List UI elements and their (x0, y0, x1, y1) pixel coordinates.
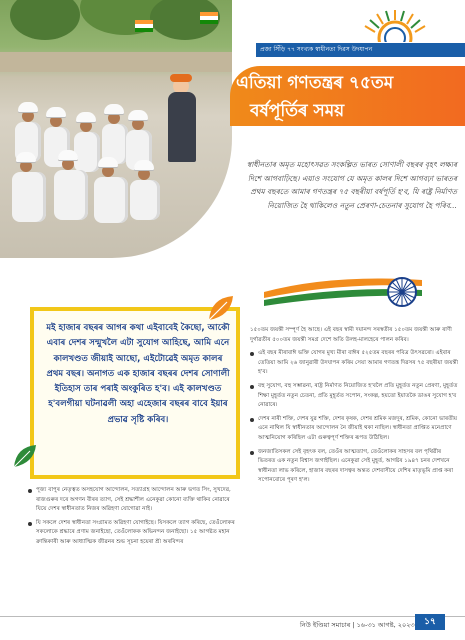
left-column (28, 486, 238, 552)
page-footer (0, 606, 465, 640)
page-title-line2: বৰ্ষপূৰ্তিৰ সময় (250, 101, 345, 121)
bullet-paragraph: দেশৰ নাৰী শক্তি, দেশৰ যুৱ শক্তি, দেশৰ কৃষক, দেশৰ শ্ৰমিক মজদুৰ, শ্ৰমিক, কোনো ভাৰতীয় এনে নাথিল যি স্বাধীনতাৰ আন্দোলন নৈ জীয়াই থকা নাছিল। স্বাধীনতা প্ৰাপ্তিত মনেপ্ৰাণে আত্মনিয়োগ কৰিছিল এটা গুৰুত্বপূৰ্ণ শক্তিৰ ৰূপত উঠিছিল। (250, 415, 460, 444)
page-title-line1: এতিয়া গণতন্ত্ৰৰ ৭৫তম (236, 73, 394, 93)
quote-box (30, 307, 240, 479)
intro-text: স্বাধীনতাৰ অমৃত মহোৎসৱত সংকল্পিত ভাৰত সোণালী বছৰৰ বৃহৎ লক্ষ্যৰ দিশে আগবাঢ়িছে। এয়াও সংযোগ যে অমৃত কালৰ দিশে আগবঢ়া ভাৰতৰ প্ৰথম বছৰতে আমাৰ গণতন্ত্ৰৰ ৭৫ বছৰীয়া বৰ্ষপূৰ্তি হ'ব, যি ৰাষ্ট্ৰ নিৰ্মাণত নিয়োজিত হৈ থাকিলেও নতুন প্ৰেৰণা-চেতনাৰ সুযোগ হৈ পৰিব... (246, 160, 457, 210)
parade-photo (0, 0, 232, 258)
bullet-paragraph: যি সকলে দেশৰ স্বাধীনতা সংগ্ৰামত অৱিহণা যোগাইছে। যিসকলে ত্যাগ কৰিছে, তেওঁলোকৰ সকলোকে শ্ৰদ্ধাৰে প্ৰণাম জনাইছো, তেওঁলোকক অভিনন্দন জনাইছো। ১৫ আগষ্টত মহান ক্ৰান্তিকাৰী আৰু আধ্যাত্মিক জীৱনৰ শুভ সূচনা হয়েৰা শ্ৰী অৰবিন্দৰ (28, 519, 238, 548)
quote-text: মই হাজাৰ বছৰৰ আগৰ কথা এইবাবেই কৈছো, আকৌ এবাৰ দেশৰ সন্মুখলৈ এটা সুযোগ আহিছে, আমি এনে কালখণ্ডত জীয়াই আছো, এইটোৱেই অমৃত কালৰ প্ৰথম বছৰ। অনাগত এক হাজাৰ বছৰৰ দেশৰ সোণালী ইতিহাস তাৰ পৰাই অংকুৰিত হ'ব। এই কালখণ্ডত হ'বলগীয়া ঘটনাৱলী অহা এহেজাৰ বছৰৰ বাবে ইয়াৰ প্ৰভাৱ সৃষ্টি কৰিব। (46, 323, 230, 425)
page-number: ১৭ (415, 614, 445, 630)
bullet-paragraph: এই বছৰ মীৰাবাঈ ভক্তি যোগৰ মুখ্য মীৰা বাঈৰ ৫২৫তম বছৰৰ পবিত্ৰ উৎসৱৰো। এইবাৰ তেতিয়া আমি ২৬ জানুৱাৰী উদযাপন কৰিম সেয়া আমাৰ গণতন্ত্ৰ দিৱসৰ ৭৫ বছৰীয়া জয়ন্তী হ'ব। (250, 349, 460, 378)
bullet-paragraph: পূজ্য বাপুৰ নেতৃত্বত অসহযোগ আন্দোলন, সত্যাগ্ৰহ আন্দোলন আৰু ভগত সিং, সুখদেৱ, ৰাজগুৰুৰ দৰে অগণন বীৰৰ ত্যাগ, সেই শ্ৰদ্ধাশীল এনেকুৱা কোনো ব্যক্তি থাকিব নোৱাৰে যিয়ে দেশৰ স্বাধীনতাত নিজৰ অৱিহণা যোগোৱা নাই। (28, 486, 238, 515)
amrit-mahotsav-logo (335, 8, 455, 42)
footer-publication: নিউ ইণ্ডিয়া সমাচাৰ | ১৬-৩১ আগষ্ট, ২০২৩ (300, 621, 415, 629)
leaf-ornament-icon (205, 292, 237, 324)
footer-divider (0, 616, 465, 617)
ashoka-chakra-icon (386, 276, 418, 308)
bullet-paragraph: জনজাতিসকল সেই বৃহৎক বল, তেওঁৰ আত্মত্যাগ, তেওঁলোকৰ সাহসৰ বল পৃথিৱীৰ ভিতৰত এক নতুন বিশ্বাস জগাইছিল। এনেকুৱা সেই মুহূৰ্ত, আগষ্টৰ ১৯৪৭ চনৰ দেশখনে স্বাধীনতা লাভ কৰিলে, হাজাৰ বছৰৰ দাসত্বৰ অন্তত দেশবাসীয়ে দেশিৰ মাতৃভূমি প্ৰাপ্ত কৰা সপোনবোৰে পূৰণ হ'ল। (250, 448, 460, 486)
paragraph: ১৫০তম জয়ন্তী সম্পূৰ্ণ হৈ আছে। এই বছৰ স্বামী দয়ানন্দ সৰস্বতীৰ ১৫০তম জয়ন্তী আৰু ৰাণী দুৰ্গাৱতীৰ ৫০০তম জয়ন্তী সমগ্ৰ দেশে অতি উলহ-মালহেৰে পালন কৰিব। (250, 327, 452, 343)
leaf-ornament-icon (12, 443, 38, 469)
event-ribbon: প্ৰজা সিঁড়ি ৭৭ সংখ্যক স্বাধীনতা দিৱস উদযাপন (256, 43, 465, 57)
bullet-paragraph: বহু সুযোগ, বহু সম্ভাৱনা, ৰাষ্ট্ৰ নিৰ্মাণত নিয়োজিত হ'বলৈ প্ৰতি মুহূৰ্তত নতুন প্ৰেৰণা, মুহূৰ্তত শিক্ষা মুহূৰ্তত নতুন চেতনা, প্ৰতি মুহূৰ্তত সপোন, সংকল্প, হয়তো ইয়াতকৈ ডাঙৰ সুযোগ হ'ব নোৱাৰে। (250, 382, 460, 411)
right-column (250, 326, 460, 490)
